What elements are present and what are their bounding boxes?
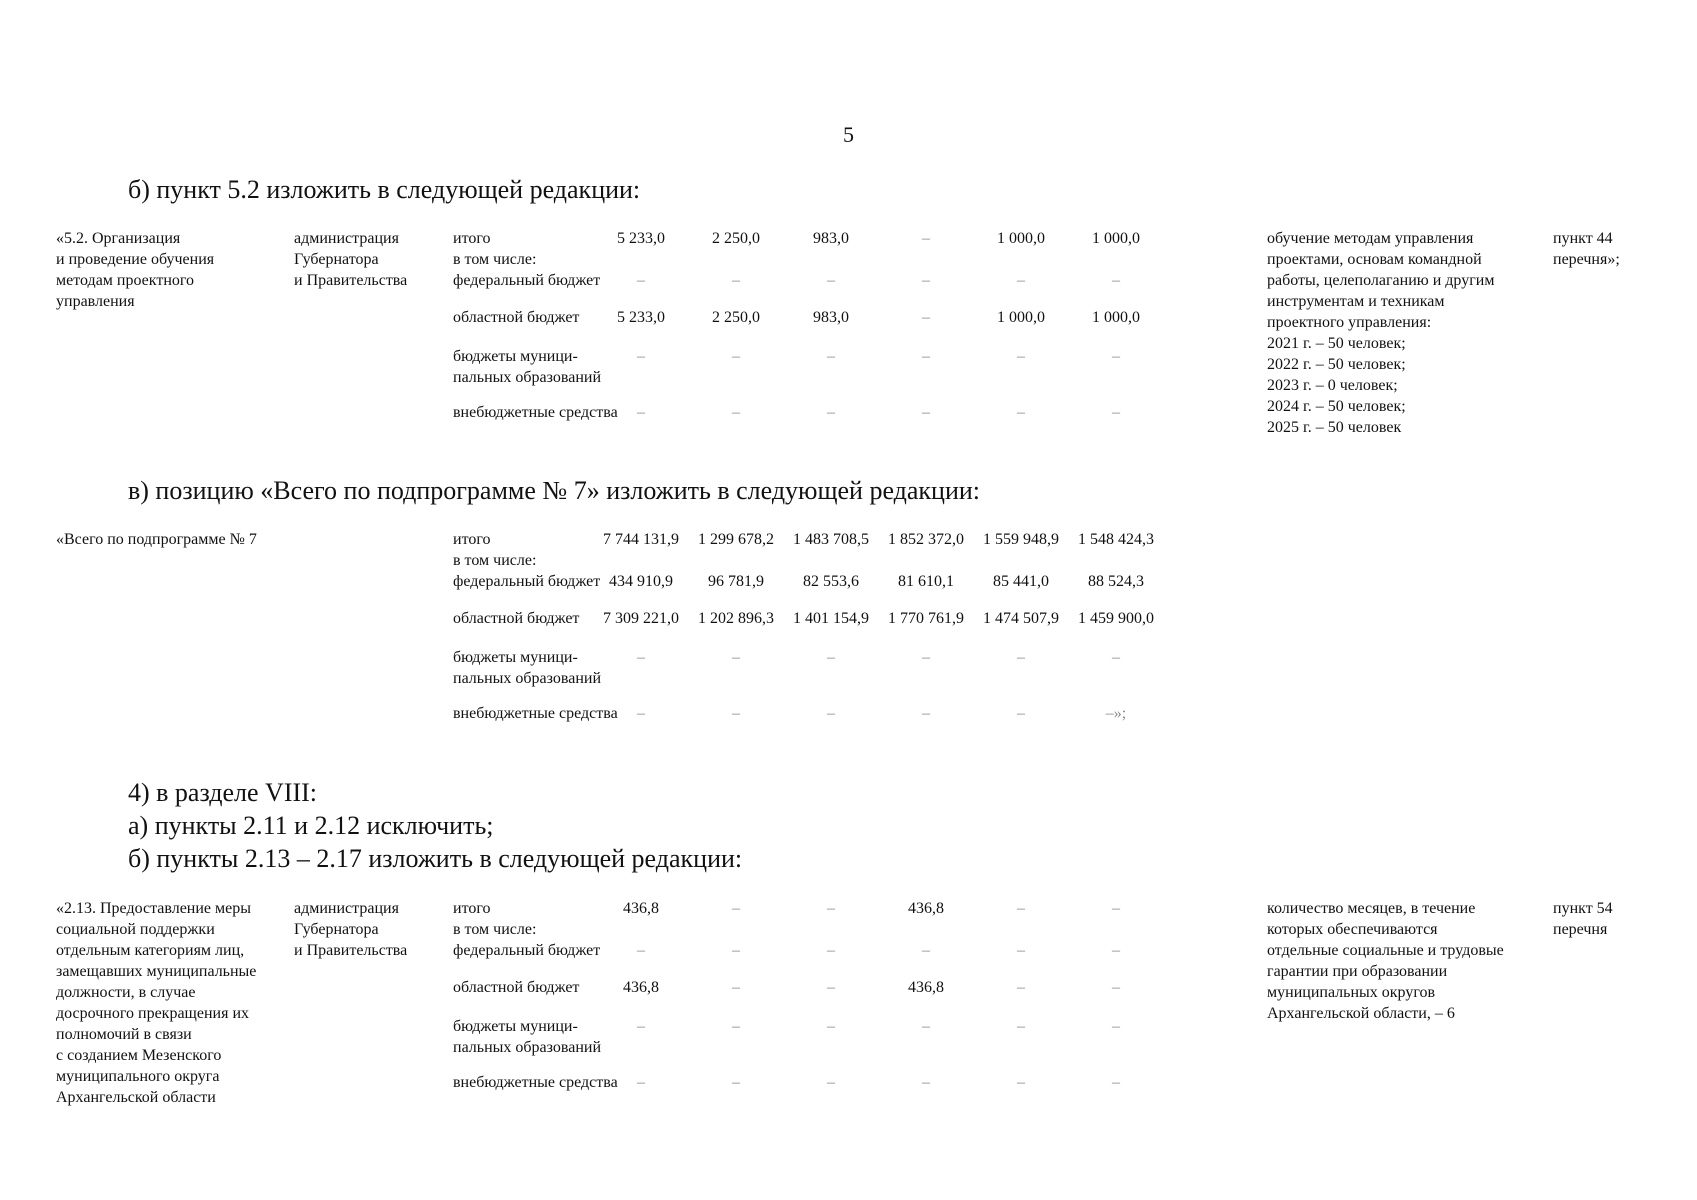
funding-value-cell: 2 250,0 bbox=[712, 230, 760, 247]
funding-value-cell: – bbox=[637, 348, 645, 365]
funding-value-cell: – bbox=[732, 1018, 740, 1035]
funding-value-cell: – bbox=[732, 942, 740, 959]
funding-value-cell: 1 000,0 bbox=[1092, 230, 1140, 247]
funding-value-cell: – bbox=[1017, 942, 1025, 959]
funding-value-cell: 1 483 708,5 bbox=[793, 531, 869, 548]
funding-value-cell: – bbox=[922, 348, 930, 365]
funding-value-cell: 1 559 948,9 bbox=[983, 531, 1059, 548]
funding-value-cell: – bbox=[637, 1074, 645, 1091]
funding-value-cell: – bbox=[732, 705, 740, 722]
funding-value-cell: – bbox=[1017, 404, 1025, 421]
funding-value-cell: –»; bbox=[1105, 705, 1127, 722]
funding-value-cell: 85 441,0 bbox=[993, 573, 1049, 590]
funding-value-cell: 436,8 bbox=[623, 979, 659, 996]
funding-value-cell: – bbox=[922, 705, 930, 722]
funding-source-label: итого в том числе: bbox=[453, 230, 537, 268]
funding-value-cell: 5 233,0 bbox=[617, 230, 665, 247]
result-indicator: количество месяцев, в течение которых обеспечиваются отдельные социальные и трудовые гарантии при образовании муниципальных округов Архангельской области, – 6 bbox=[1267, 900, 1504, 1022]
funding-value-cell: – bbox=[1017, 649, 1025, 666]
page-number: 5 bbox=[843, 122, 854, 147]
funding-value-cell: – bbox=[1112, 1018, 1120, 1035]
funding-value-cell: – bbox=[1112, 272, 1120, 289]
funding-value-cell: – bbox=[732, 649, 740, 666]
result-indicator: обучение методам управления проектами, основам командной работы, целеполаганию и другим инструментам и техникам проектного управления: 2021 г. – 50 человек; 2022 г. – 50 человек; 2023 г. – 0 человек; 2024 г. – 50 человек; 2025 г. – 50 человек bbox=[1267, 230, 1495, 436]
funding-value-cell: 983,0 bbox=[813, 309, 849, 326]
heading-section-8: 4) в разделе VIII: bbox=[128, 778, 318, 807]
funding-value-cell: – bbox=[922, 1074, 930, 1091]
funding-value-cell: 1 474 507,9 bbox=[983, 610, 1059, 627]
funding-value-cell: 1 852 372,0 bbox=[888, 531, 964, 548]
funding-value-cell: 1 000,0 bbox=[997, 309, 1045, 326]
funding-value-cell: – bbox=[732, 900, 740, 917]
funding-source-label: федеральный бюджет bbox=[453, 573, 601, 590]
funding-value-cell: 96 781,9 bbox=[708, 573, 764, 590]
funding-source-label: федеральный бюджет bbox=[453, 272, 601, 289]
funding-value-cell: 983,0 bbox=[813, 230, 849, 247]
funding-value-cell: – bbox=[922, 404, 930, 421]
funding-value-cell: 1 459 900,0 bbox=[1078, 610, 1154, 627]
funding-value-cell: – bbox=[1017, 900, 1025, 917]
funding-source-label: областной бюджет bbox=[453, 610, 580, 627]
funding-value-cell: – bbox=[922, 309, 930, 326]
funding-value-cell: 436,8 bbox=[908, 979, 944, 996]
list-reference: пункт 54 перечня bbox=[1553, 900, 1613, 938]
funding-value-cell: – bbox=[1112, 649, 1120, 666]
funding-value-cell: 5 233,0 bbox=[617, 309, 665, 326]
funding-value-cell: – bbox=[827, 404, 835, 421]
funding-value-cell: – bbox=[922, 649, 930, 666]
funding-source-label: внебюджетные средства bbox=[453, 1074, 618, 1091]
funding-value-cell: – bbox=[922, 230, 930, 247]
funding-value-cell: – bbox=[922, 942, 930, 959]
funding-value-cell: – bbox=[1112, 404, 1120, 421]
funding-value-cell: 2 250,0 bbox=[712, 309, 760, 326]
funding-source-label: областной бюджет bbox=[453, 979, 580, 996]
funding-value-cell: – bbox=[637, 942, 645, 959]
funding-value-cell: – bbox=[827, 1074, 835, 1091]
item-name: «Всего по подпрограмме № 7 bbox=[56, 531, 257, 548]
funding-source-label: бюджеты муници- пальных образований bbox=[453, 348, 601, 386]
funding-value-cell: – bbox=[1112, 942, 1120, 959]
funding-value-cell: – bbox=[827, 705, 835, 722]
funding-value-cell: – bbox=[827, 942, 835, 959]
funding-source-label: внебюджетные средства bbox=[453, 404, 618, 421]
funding-value-cell: 1 202 896,3 bbox=[698, 610, 774, 627]
list-reference: пункт 44 перечня»; bbox=[1553, 230, 1620, 268]
funding-value-cell: – bbox=[637, 404, 645, 421]
funding-value-cell: – bbox=[1112, 900, 1120, 917]
funding-value-cell: – bbox=[637, 1018, 645, 1035]
item-name: «2.13. Предоставление меры социальной поддержки отдельным категориям лиц, замещавших муниципальные должности, в случае досрочного прекращения их полномочий в связи с созданием Мезенского муниципального округа Архангельской области bbox=[56, 900, 257, 1106]
executor: администрация Губернатора и Правительства bbox=[294, 230, 408, 289]
funding-value-cell: – bbox=[732, 979, 740, 996]
funding-source-label: итого в том числе: bbox=[453, 531, 537, 569]
funding-value-cell: – bbox=[922, 272, 930, 289]
funding-value-cell: – bbox=[732, 404, 740, 421]
funding-value-cell: – bbox=[827, 649, 835, 666]
heading-items-2-13-2-17: б) пункты 2.13 – 2.17 изложить в следующей редакции: bbox=[128, 844, 743, 873]
funding-value-cell: 88 524,3 bbox=[1088, 573, 1144, 590]
funding-source-label: внебюджетные средства bbox=[453, 705, 618, 722]
heading-exclude-items: а) пункты 2.11 и 2.12 исключить; bbox=[128, 811, 494, 840]
funding-value-cell: 7 744 131,9 bbox=[603, 531, 679, 548]
funding-source-label: областной бюджет bbox=[453, 309, 580, 326]
funding-value-cell: – bbox=[1017, 1074, 1025, 1091]
funding-value-cell: – bbox=[1017, 1018, 1025, 1035]
funding-value-cell: 7 309 221,0 bbox=[603, 610, 679, 627]
funding-value-cell: – bbox=[827, 1018, 835, 1035]
funding-value-cell: – bbox=[637, 649, 645, 666]
funding-value-cell: – bbox=[732, 348, 740, 365]
funding-value-cell: – bbox=[1017, 272, 1025, 289]
funding-source-label: итого в том числе: bbox=[453, 900, 537, 938]
funding-value-cell: – bbox=[1017, 348, 1025, 365]
funding-value-cell: 434 910,9 bbox=[609, 573, 673, 590]
funding-value-cell: – bbox=[1112, 979, 1120, 996]
funding-value-cell: – bbox=[637, 705, 645, 722]
funding-value-cell: – bbox=[827, 979, 835, 996]
funding-value-cell: 82 553,6 bbox=[803, 573, 859, 590]
funding-value-cell: 436,8 bbox=[623, 900, 659, 917]
funding-source-label: бюджеты муници- пальных образований bbox=[453, 1018, 601, 1056]
funding-source-label: бюджеты муници- пальных образований bbox=[453, 649, 601, 687]
funding-value-cell: – bbox=[827, 348, 835, 365]
funding-value-cell: – bbox=[1112, 1074, 1120, 1091]
funding-source-label: федеральный бюджет bbox=[453, 942, 601, 959]
funding-value-cell: – bbox=[827, 900, 835, 917]
funding-value-cell: 1 299 678,2 bbox=[698, 531, 774, 548]
funding-value-cell: 1 548 424,3 bbox=[1078, 531, 1154, 548]
funding-value-cell: – bbox=[922, 1018, 930, 1035]
funding-value-cell: 1 000,0 bbox=[1092, 309, 1140, 326]
funding-value-cell: 436,8 bbox=[908, 900, 944, 917]
item-name: «5.2. Организация и проведение обучения методам проектного управления bbox=[56, 230, 215, 310]
funding-value-cell: – bbox=[827, 272, 835, 289]
funding-value-cell: – bbox=[732, 272, 740, 289]
executor: администрация Губернатора и Правительства bbox=[294, 900, 408, 959]
funding-value-cell: – bbox=[1017, 705, 1025, 722]
heading-item-5-2: б) пункт 5.2 изложить в следующей редакции: bbox=[128, 175, 641, 204]
funding-value-cell: – bbox=[732, 1074, 740, 1091]
heading-subprogram-7: в) позицию «Всего по подпрограмме № 7» изложить в следующей редакции: bbox=[128, 476, 981, 505]
funding-value-cell: – bbox=[637, 272, 645, 289]
funding-value-cell: 81 610,1 bbox=[898, 573, 954, 590]
funding-value-cell: 1 000,0 bbox=[997, 230, 1045, 247]
funding-value-cell: – bbox=[1017, 979, 1025, 996]
funding-value-cell: 1 401 154,9 bbox=[793, 610, 869, 627]
funding-value-cell: – bbox=[1112, 348, 1120, 365]
funding-value-cell: 1 770 761,9 bbox=[888, 610, 964, 627]
